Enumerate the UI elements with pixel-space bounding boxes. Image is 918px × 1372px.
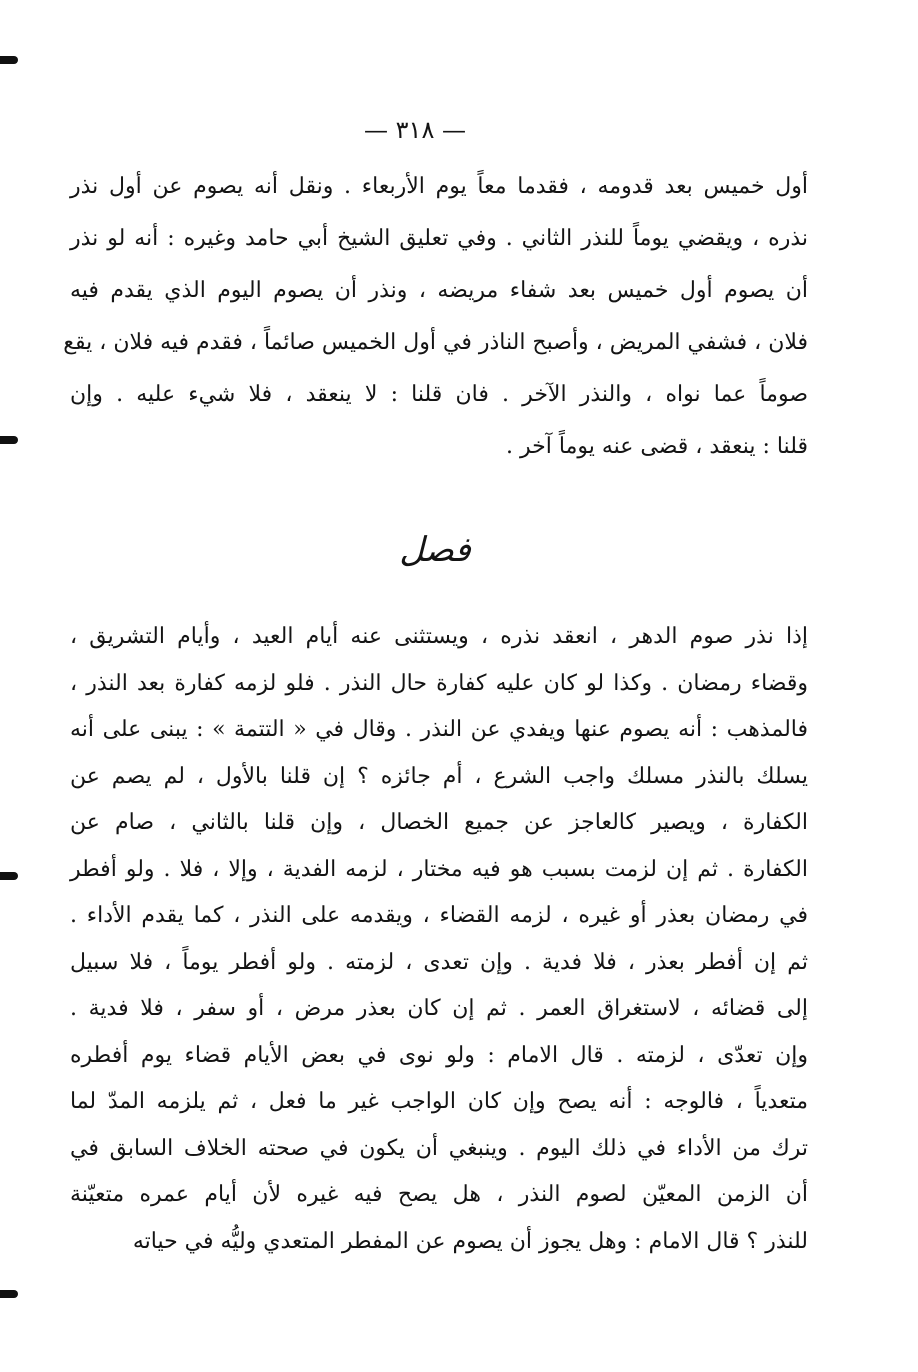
section-heading: فصل bbox=[399, 530, 471, 570]
text-line: للنذر ؟ قال الامام : وهل يجوز أن يصوم عن المفطر المتعدي وليُّه في حياته bbox=[132, 1228, 808, 1254]
text-line: أن الزمن المعيّن لصوم النذر ، هل يصح فيه غيره لأن أيام عمره متعيّنة bbox=[70, 1182, 808, 1207]
text-line: قلنا : ينعقد ، قضى عنه يوماً آخر . bbox=[506, 434, 808, 459]
text-line: وقضاء رمضان . وكذا لو كان عليه كفارة حال النذر . فلو لزمه كفارة بعد النذر ، bbox=[70, 670, 808, 696]
text-line: أول خميس بعد قدومه ، فقدما معاً يوم الأربعاء . ونقل أنه يصوم عن أول نذر bbox=[70, 174, 808, 199]
text-line: أن يصوم أول خميس بعد شفاء مريضه ، ونذر أن يصوم اليوم الذي يقدم فيه bbox=[70, 278, 808, 303]
scan-edge-mark bbox=[0, 1290, 18, 1298]
text-line: نذره ، ويقضي يوماً للنذر الثاني . وفي تعليق الشيخ أبي حامد وغيره : أنه لو نذر bbox=[70, 226, 808, 251]
text-line: ترك من الأداء في ذلك اليوم . وينبغي أن يكون في صحته الخلاف السابق في bbox=[70, 1135, 808, 1161]
scan-edge-mark bbox=[0, 436, 18, 444]
text-line: في رمضان بعذر أو غيره ، لزمه القضاء ، ويقدمه على النذر ، كما يقدم الأداء . bbox=[70, 903, 808, 928]
text-line: فلان ، فشفي المريض ، وأصبح الناذر في أول الخميس صائماً ، فقدم فيه فلان ، يقع bbox=[63, 330, 808, 355]
text-line: صوماً عما نواه ، والنذر الآخر . فان قلنا : لا ينعقد ، فلا شيء عليه . وإن bbox=[70, 382, 808, 407]
scan-edge-mark bbox=[0, 56, 18, 64]
text-line: إلى قضائه ، لاستغراق العمر . ثم إن كان بعذر مرض ، أو سفر ، فلا فدية . bbox=[70, 996, 808, 1021]
text-line: إذا نذر صوم الدهر ، انعقد نذره ، ويستثنى عنه أيام العيد ، وأيام التشريق ، bbox=[70, 624, 808, 649]
text-line: فالمذهب : أنه يصوم عنها ويفدي عن النذر . وقال في « التتمة » : يبنى على أنه bbox=[70, 717, 808, 742]
page-number: — ٣١٨ — bbox=[364, 116, 466, 144]
text-line: يسلك بالنذر مسلك واجب الشرع ، أم جائزه ؟ إن قلنا بالأول ، لم يصم عن bbox=[70, 763, 808, 789]
text-line: ثم إن أفطر بعذر ، فلا فدية . وإن تعدى ، لزمته . ولو أفطر يوماً ، فلا سبيل bbox=[70, 949, 808, 975]
text-line: وإن تعدّى ، لزمته . قال الامام : ولو نوى في بعض الأيام قضاء يوم أفطره bbox=[70, 1042, 808, 1068]
text-line: الكفارة . ثم إن لزمت بسبب هو فيه مختار ، لزمه الفدية ، وإلا ، فلا . ولو أفطر bbox=[70, 856, 808, 882]
scan-edge-mark bbox=[0, 872, 18, 880]
text-line: متعدياً ، فالوجه : أنه يصح وإن كان الواجب غير ما فعل ، ثم يلزمه المدّ لما bbox=[70, 1089, 808, 1114]
text-line: الكفارة ، ويصير كالعاجز عن جميع الخصال ، وإن قلنا بالثاني ، صام عن bbox=[70, 810, 808, 835]
